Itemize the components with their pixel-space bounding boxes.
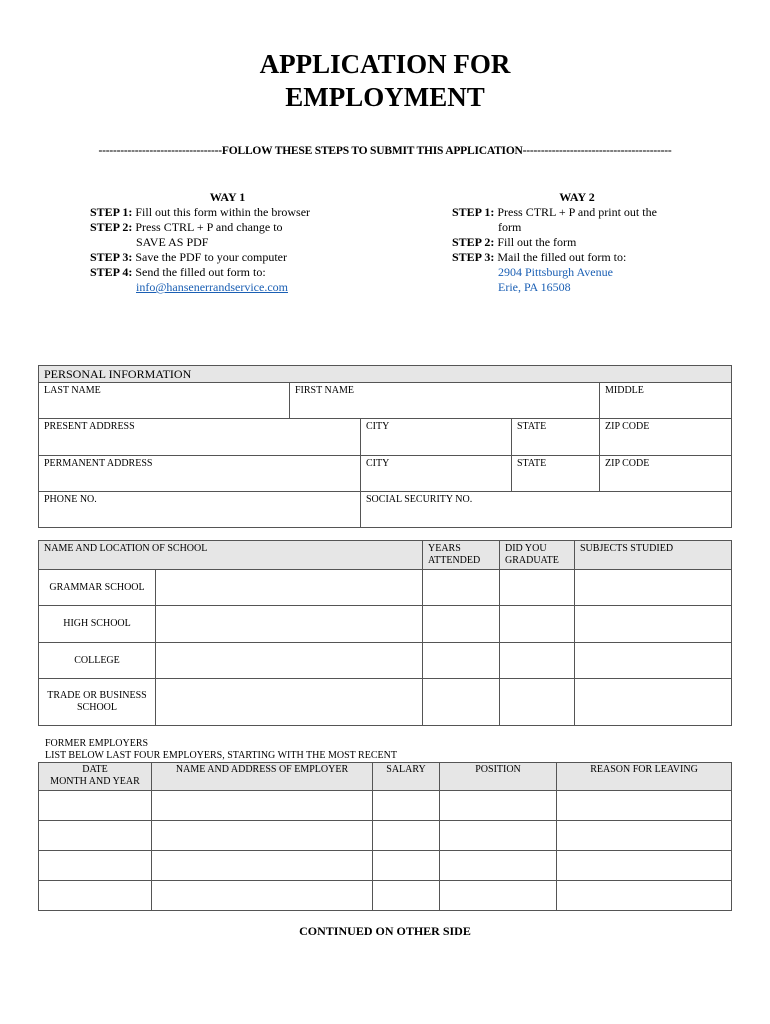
employer-row-3 — [39, 851, 732, 881]
college-subjects-field[interactable] — [575, 643, 732, 679]
college-label: COLLEGE — [39, 643, 156, 679]
trade-school-label: TRADE OR BUSINESS SCHOOL — [39, 679, 156, 726]
personal-information-heading: PERSONAL INFORMATION — [39, 366, 732, 383]
employer-3-name-field[interactable] — [152, 851, 373, 881]
employer-1-name-field[interactable] — [152, 791, 373, 821]
former-employers-instruction: LIST BELOW LAST FOUR EMPLOYERS, STARTING WITH THE MOST RECENT — [45, 750, 397, 761]
employer-row-4 — [39, 881, 732, 911]
employer-row-1 — [39, 791, 732, 821]
way-1-step-3: STEP 3: Save the PDF to your computer — [90, 250, 288, 264]
way-2-step-2: STEP 2: Fill out the form — [452, 235, 577, 249]
way-2-step-3: STEP 3: Mail the filled out form to: — [452, 250, 627, 264]
college-name-field[interactable] — [156, 643, 423, 679]
trade-school-subjects-field[interactable] — [575, 679, 732, 726]
title-line-1: APPLICATION FOR — [259, 49, 511, 79]
phone-label: PHONE NO. — [44, 494, 97, 505]
last-name-field[interactable] — [39, 383, 290, 419]
employer-name-header: NAME AND ADDRESS OF EMPLOYER — [152, 763, 373, 791]
high-school-subjects-field[interactable] — [575, 606, 732, 643]
employer-2-salary-field[interactable] — [373, 821, 440, 851]
high-school-years-field[interactable] — [423, 606, 500, 643]
employer-4-name-field[interactable] — [152, 881, 373, 911]
employer-2-position-field[interactable] — [440, 821, 557, 851]
email-link[interactable]: info@hansenerrandservice.com — [136, 280, 288, 294]
grammar-school-label: GRAMMAR SCHOOL — [39, 570, 156, 606]
present-state-label: STATE — [517, 421, 547, 432]
former-employers-table — [38, 762, 732, 911]
trade-school-years-field[interactable] — [423, 679, 500, 726]
employer-2-reason-field[interactable] — [557, 821, 732, 851]
employer-3-date-field[interactable] — [39, 851, 152, 881]
salary-header: SALARY — [373, 763, 440, 791]
way-2-step-1-cont: form — [498, 220, 522, 234]
mailing-address-street: 2904 Pittsburgh Avenue — [498, 265, 613, 279]
high-school-name-field[interactable] — [156, 606, 423, 643]
permanent-state-label: STATE — [517, 458, 547, 469]
present-zip-field[interactable] — [600, 419, 732, 456]
employer-4-position-field[interactable] — [440, 881, 557, 911]
way-1-step-1: STEP 1: Fill out this form within the browser — [90, 205, 311, 219]
grammar-school-graduate-field[interactable] — [500, 570, 575, 606]
employer-3-reason-field[interactable] — [557, 851, 732, 881]
school-column-header: NAME AND LOCATION OF SCHOOL — [39, 541, 423, 570]
employer-4-reason-field[interactable] — [557, 881, 732, 911]
former-employers-label — [45, 738, 397, 762]
permanent-address-field[interactable] — [39, 456, 361, 492]
date-column-header: DATE MONTH AND YEAR — [39, 763, 152, 791]
permanent-zip-label: ZIP CODE — [605, 458, 650, 469]
ssn-field[interactable] — [361, 492, 732, 528]
first-name-label: FIRST NAME — [295, 385, 354, 396]
way-1-step-4: STEP 4: Send the filled out form to: — [90, 265, 266, 279]
permanent-address-label: PERMANENT ADDRESS — [44, 458, 153, 469]
employer-1-reason-field[interactable] — [557, 791, 732, 821]
did-you-graduate-header: DID YOU GRADUATE — [500, 541, 575, 570]
ssn-label: SOCIAL SECURITY NO. — [366, 494, 473, 505]
mailing-address-city: Erie, PA 16508 — [498, 280, 571, 294]
employer-4-salary-field[interactable] — [373, 881, 440, 911]
last-name-label: LAST NAME — [44, 385, 101, 396]
grammar-school-years-field[interactable] — [423, 570, 500, 606]
high-school-label: HIGH SCHOOL — [39, 606, 156, 643]
first-name-field[interactable] — [290, 383, 600, 419]
former-employers-title: FORMER EMPLOYERS — [45, 738, 149, 749]
trade-school-graduate-field[interactable] — [500, 679, 575, 726]
permanent-city-field[interactable] — [361, 456, 512, 492]
employer-2-name-field[interactable] — [152, 821, 373, 851]
permanent-zip-field[interactable] — [600, 456, 732, 492]
employer-1-position-field[interactable] — [440, 791, 557, 821]
position-header: POSITION — [440, 763, 557, 791]
present-city-label: CITY — [366, 421, 390, 432]
continued-on-other-side: CONTINUED ON OTHER SIDE — [299, 924, 471, 938]
grammar-school-subjects-field[interactable] — [575, 570, 732, 606]
college-graduate-field[interactable] — [500, 643, 575, 679]
personal-information-table — [38, 365, 732, 528]
trade-school-name-field[interactable] — [156, 679, 423, 726]
title-line-2: EMPLOYMENT — [285, 82, 485, 112]
high-school-graduate-field[interactable] — [500, 606, 575, 643]
way-1-step-2: STEP 2: Press CTRL + P and change to — [90, 220, 283, 234]
college-years-field[interactable] — [423, 643, 500, 679]
present-city-field[interactable] — [361, 419, 512, 456]
middle-name-field[interactable] — [600, 383, 732, 419]
employer-4-date-field[interactable] — [39, 881, 152, 911]
present-zip-label: ZIP CODE — [605, 421, 650, 432]
education-table — [38, 540, 732, 726]
way-2-instructions — [452, 190, 702, 295]
way-2-step-1: STEP 1: Press CTRL + P and print out the — [452, 205, 657, 219]
way-2-title: WAY 2 — [559, 190, 595, 204]
way-1-title: WAY 1 — [209, 190, 246, 204]
employer-row-2 — [39, 821, 732, 851]
present-state-field[interactable] — [512, 419, 600, 456]
grammar-school-name-field[interactable] — [156, 570, 423, 606]
permanent-city-label: CITY — [366, 458, 390, 469]
employer-3-position-field[interactable] — [440, 851, 557, 881]
way-1-step-2-cont: SAVE AS PDF — [136, 235, 209, 249]
employer-2-date-field[interactable] — [39, 821, 152, 851]
employer-1-date-field[interactable] — [39, 791, 152, 821]
page-title — [0, 48, 770, 114]
present-address-label: PRESENT ADDRESS — [44, 421, 135, 432]
reason-for-leaving-header: REASON FOR LEAVING — [557, 763, 732, 791]
phone-field[interactable] — [39, 492, 361, 528]
middle-name-label: MIDDLE — [605, 385, 644, 396]
present-address-field[interactable] — [39, 419, 361, 456]
instruction-banner: ----------------------------------FOLLOW THESE STEPS TO SUBMIT THIS APPLICATION----------------------------------------- — [98, 145, 672, 157]
way-1-instructions — [90, 190, 365, 295]
employer-3-salary-field[interactable] — [373, 851, 440, 881]
permanent-state-field[interactable] — [512, 456, 600, 492]
years-attended-header: YEARS ATTENDED — [423, 541, 500, 570]
employer-1-salary-field[interactable] — [373, 791, 440, 821]
subjects-studied-header: SUBJECTS STUDIED — [575, 541, 732, 570]
